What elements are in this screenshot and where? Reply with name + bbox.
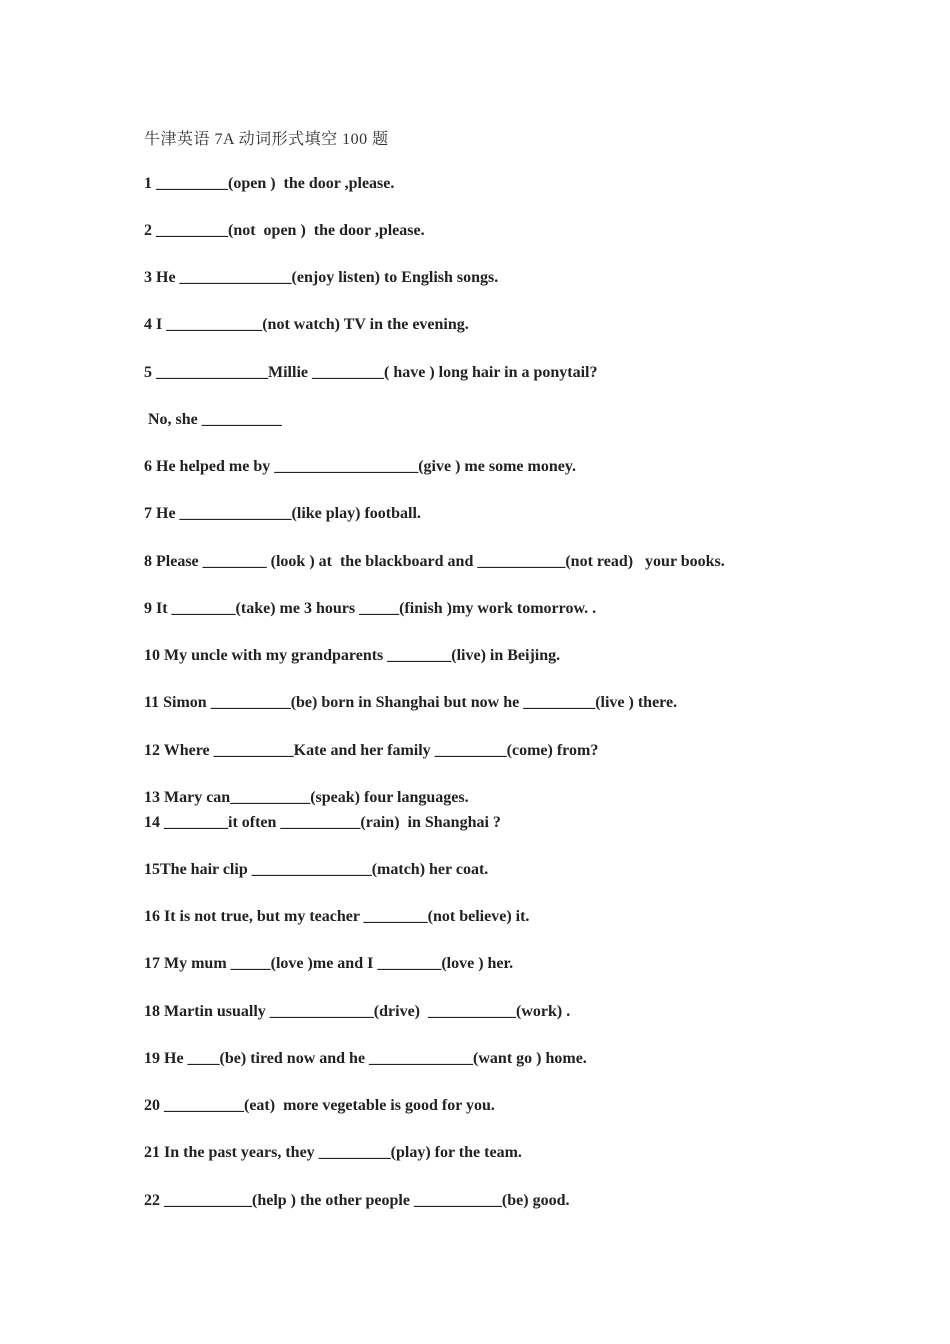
question-13: 13 Mary can__________(speak) four languages.: [144, 789, 469, 806]
question-10: 10 My uncle with my grandparents ________(live) in Beijing.: [144, 647, 561, 664]
question-9: 9 It ________(take) me 3 hours _____(finish )my work tomorrow. .: [144, 600, 597, 617]
question-17: 17 My mum _____(love )me and I ________(love ) her.: [144, 955, 514, 972]
question-1: 1 _________(open ) the door ,please.: [144, 175, 395, 192]
question-6: 6 He helped me by __________________(give ) me some money.: [144, 458, 576, 475]
question-3: 3 He ______________(enjoy listen) to English songs.: [144, 269, 499, 286]
question-22: 22 ___________(help ) the other people ___________(be) good.: [144, 1192, 570, 1209]
document-title: 牛津英语 7A 动词形式填空 100 题: [144, 131, 389, 148]
question-12: 12 Where __________Kate and her family _________(come) from?: [144, 742, 599, 759]
question-21: 21 In the past years, they _________(play) for the team.: [144, 1144, 522, 1161]
question-20: 20 __________(eat) more vegetable is good for you.: [144, 1097, 495, 1114]
question-7: 7 He ______________(like play) football.: [144, 505, 421, 522]
question-19: 19 He ____(be) tired now and he _____________(want go ) home.: [144, 1050, 587, 1067]
question-15: 15The hair clip _______________(match) her coat.: [144, 861, 489, 878]
question-11: 11 Simon __________(be) born in Shanghai but now he _________(live ) there.: [144, 694, 678, 711]
question-4: 4 I ____________(not watch) TV in the evening.: [144, 316, 469, 333]
question-16: 16 It is not true, but my teacher ________(not believe) it.: [144, 908, 530, 925]
question-2: 2 _________(not open ) the door ,please.: [144, 222, 425, 239]
question-8: 8 Please ________ (look ) at the blackboard and ___________(not read) your books.: [144, 553, 725, 570]
question-5-answer: No, she __________: [144, 411, 282, 428]
question-18: 18 Martin usually _____________(drive) ___________(work) .: [144, 1003, 571, 1020]
question-5: 5 ______________Millie _________( have ) long hair in a ponytail?: [144, 364, 598, 381]
question-14: 14 ________it often __________(rain) in Shanghai ?: [144, 814, 501, 831]
